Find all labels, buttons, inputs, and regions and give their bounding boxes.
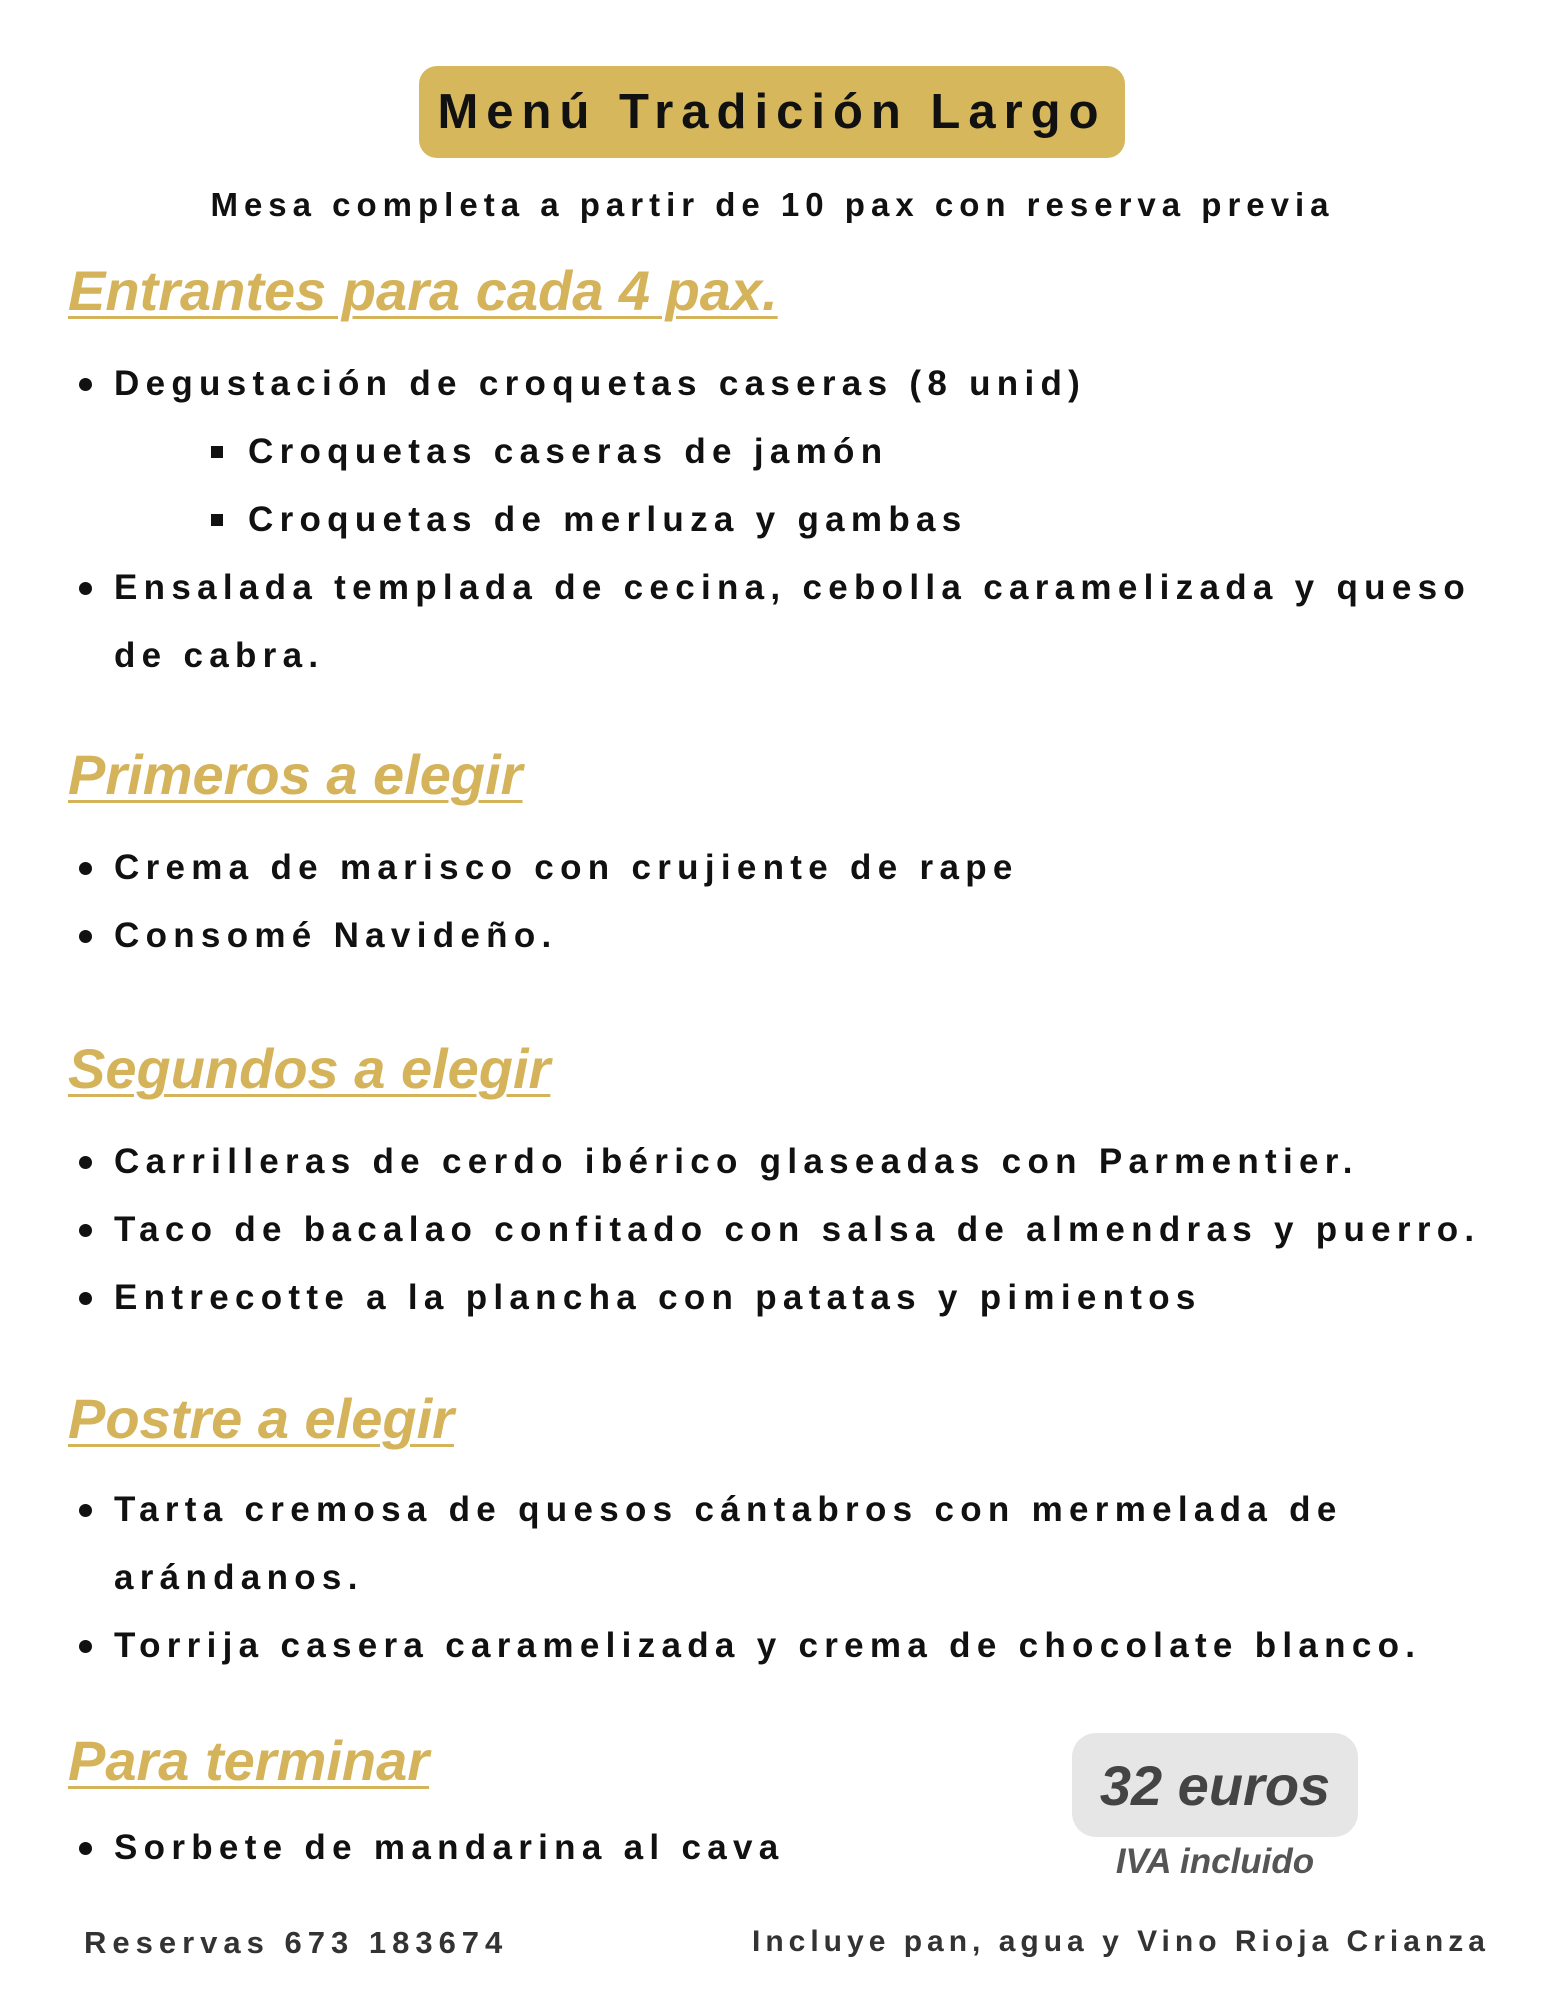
- item-text: Ensalada templada de cecina, cebolla caramelizada y queso: [114, 568, 1472, 607]
- list-item: [114, 350, 1514, 418]
- item-text: Crema de marisco con crujiente de rape: [114, 848, 1019, 887]
- list-item: [114, 834, 1514, 902]
- bullet-icon: [79, 582, 92, 595]
- menu-title: Menú Tradición Largo: [437, 85, 1107, 139]
- section-heading-primeros: Primeros a elegir: [68, 743, 523, 806]
- item-text: Consomé Navideño.: [114, 916, 558, 955]
- list-item: [114, 1476, 1514, 1544]
- includes-note: Incluye pan, agua y Vino Rioja Crianza: [752, 1925, 1490, 1958]
- bullet-icon: [79, 1292, 92, 1305]
- list-item: [114, 902, 1514, 970]
- item-text: Carrilleras de cerdo ibérico glaseadas con Parmentier.: [114, 1142, 1359, 1181]
- item-text: de cabra.: [114, 636, 325, 675]
- section-heading-postre: Postre a elegir: [68, 1387, 454, 1450]
- bullet-icon: [79, 1842, 92, 1855]
- item-text: Croquetas de merluza y gambas: [248, 500, 968, 539]
- reservations-phone: Reservas 673 183674: [84, 1925, 509, 1960]
- menu-title-banner: [419, 66, 1125, 158]
- sub-list-item: [248, 418, 888, 486]
- price-note: IVA incluido: [1115, 1842, 1315, 1881]
- section-heading-para-terminar: Para terminar: [68, 1729, 430, 1792]
- item-text: Croquetas caseras de jamón: [248, 432, 889, 471]
- list-item: [114, 1196, 1514, 1264]
- price-badge: [1072, 1733, 1358, 1837]
- menu-subtitle: Mesa completa a partir de 10 pax con reserva previa: [210, 186, 1335, 223]
- bullet-icon: [79, 1640, 92, 1653]
- square-bullet-icon: [211, 446, 223, 458]
- bullet-icon: [79, 1156, 92, 1169]
- section-heading-segundos: Segundos a elegir: [68, 1037, 551, 1100]
- list-item: [114, 1814, 1014, 1882]
- item-text: Tarta cremosa de quesos cántabros con mermelada de: [114, 1490, 1343, 1529]
- item-text: Entrecotte a la plancha con patatas y pimientos: [114, 1278, 1202, 1317]
- bullet-icon: [79, 862, 92, 875]
- item-text: Sorbete de mandarina al cava: [114, 1828, 785, 1867]
- item-text: Taco de bacalao confitado con salsa de almendras y puerro.: [114, 1210, 1481, 1249]
- list-item: [114, 1264, 1514, 1332]
- bullet-icon: [79, 1504, 92, 1517]
- bullet-icon: [79, 1224, 92, 1237]
- item-text: Degustación de croquetas caseras (8 unid): [114, 364, 1087, 403]
- sub-list-item: [248, 486, 968, 554]
- square-bullet-icon: [211, 514, 223, 526]
- list-item-continuation: [114, 1544, 1514, 1612]
- list-item: [114, 1612, 1514, 1680]
- bullet-icon: [79, 378, 92, 391]
- list-item: [114, 1128, 1514, 1196]
- item-text: arándanos.: [114, 1558, 364, 1597]
- bullet-icon: [79, 930, 92, 943]
- list-item-continuation: [114, 622, 1514, 690]
- item-text: Torrija casera caramelizada y crema de chocolate blanco.: [114, 1626, 1422, 1665]
- section-heading-entrantes: Entrantes para cada 4 pax.: [68, 259, 778, 322]
- list-item: [114, 554, 1514, 622]
- price-amount: 32 euros: [1099, 1753, 1331, 1817]
